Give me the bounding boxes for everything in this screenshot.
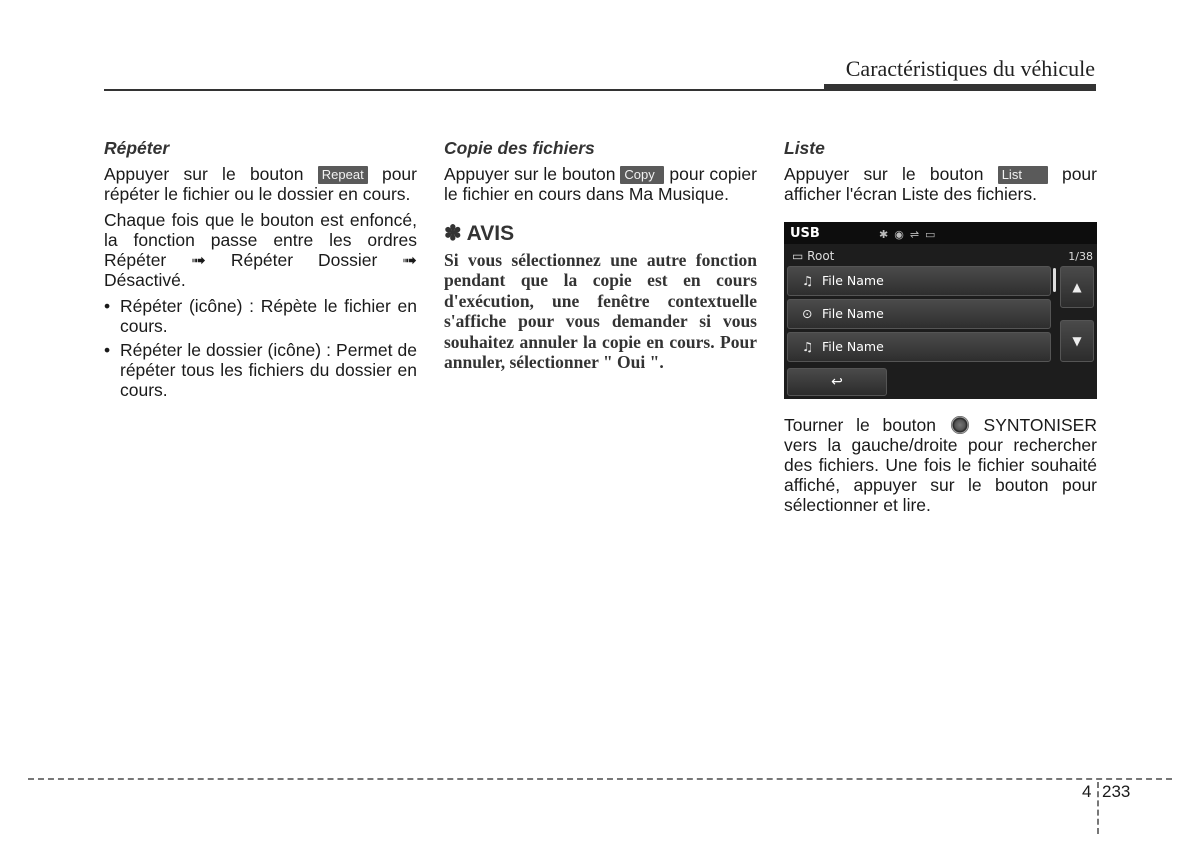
footer-rule xyxy=(28,778,1172,780)
music-note-icon: ♫ xyxy=(802,273,814,288)
repeat-bullet-list xyxy=(104,296,417,400)
column-repeat xyxy=(104,138,417,404)
scroll-up-button[interactable] xyxy=(1060,266,1094,308)
copy-paragraph-1: Appuyer sur le bouton Copy pour copier le fichier en cours dans Ma Musique. xyxy=(444,164,757,204)
folder-icon: ▭ xyxy=(792,249,804,263)
tune-knob-icon xyxy=(951,416,969,434)
file-count: 1/38 xyxy=(1068,250,1093,263)
list-button-label: List xyxy=(998,166,1048,184)
copy-button-label: Copy xyxy=(620,166,664,184)
file-row[interactable]: ⊙ File Name xyxy=(787,299,1051,329)
page-header-title: Caractéristiques du véhicule xyxy=(845,56,1095,81)
page-number: 233 xyxy=(1102,782,1131,801)
list-item: • Répéter le dossier (icône) : Permet de répéter tous les fichiers du dossier en cours. xyxy=(104,340,417,400)
file-row[interactable]: ♫ File Name xyxy=(787,332,1051,362)
notice-text: Si vous sélectionnez une autre fonction pendant que la copie est en cours d'exécution, une fenêtre contextuelle s'affiche pour vous demander si vous souhaitez annuler la copie en cours. Pour annuler, sélectionner " Oui ". xyxy=(444,250,757,373)
list-paragraph-1: Appuyer sur le bouton List pour afficher l'écran Liste des fichiers. xyxy=(784,164,1097,204)
list-paragraph-2: Tourner le bouton SYNTONISER vers la gauche/droite pour rechercher des fichiers. Une fois le fichier souhaité affiché, appuyer sur le bouton pour sélectionner et lire. xyxy=(784,415,1097,515)
repeat-paragraph-2: Chaque fois que le bouton est enfoncé, la fonction passe entre les ordres Répéter ➟ Répéter Dossier ➟ Désactivé. xyxy=(104,210,417,290)
notice-title: ✽ AVIS xyxy=(444,222,515,245)
arrow-up-icon: ▲ xyxy=(1072,280,1082,294)
column-list xyxy=(784,138,1097,521)
arrow-down-icon: ▼ xyxy=(1072,334,1082,348)
section-title-repeat: Répéter xyxy=(104,138,170,158)
footer-divider xyxy=(1097,782,1099,834)
chapter-number: 4 xyxy=(1082,782,1092,801)
usb-file-list-screen xyxy=(784,222,1097,399)
list-item: • Répéter (icône) : Répète le fichier en cours. xyxy=(104,296,417,336)
battery-icon: ▭ xyxy=(925,228,942,241)
column-copy xyxy=(444,138,757,372)
header-rule-accent xyxy=(824,84,1096,90)
status-icons xyxy=(879,225,941,245)
folder-path: ▭ Root xyxy=(792,249,835,263)
play-circle-icon: ⊙ xyxy=(802,306,813,321)
bluetooth-icon: ✱ xyxy=(879,228,895,241)
repeat-paragraph-1: Appuyer sur le bouton Repeat pour répéter le fichier ou le dossier en cours. xyxy=(104,164,417,204)
music-note-icon: ♫ xyxy=(802,339,814,354)
file-row[interactable]: ♫ File Name xyxy=(787,266,1051,296)
section-title-list: Liste xyxy=(784,138,825,158)
scroll-down-button[interactable] xyxy=(1060,320,1094,362)
repeat-button-label: Repeat xyxy=(318,166,368,184)
back-button[interactable] xyxy=(787,368,887,396)
disc-icon: ◉ xyxy=(894,228,910,241)
scrollbar[interactable] xyxy=(1053,268,1056,292)
screen-source-label: USB xyxy=(790,226,820,241)
back-arrow-icon: ↩ xyxy=(831,374,843,390)
usb-icon: ⇌ xyxy=(909,228,926,241)
section-title-copy: Copie des fichiers xyxy=(444,138,595,158)
